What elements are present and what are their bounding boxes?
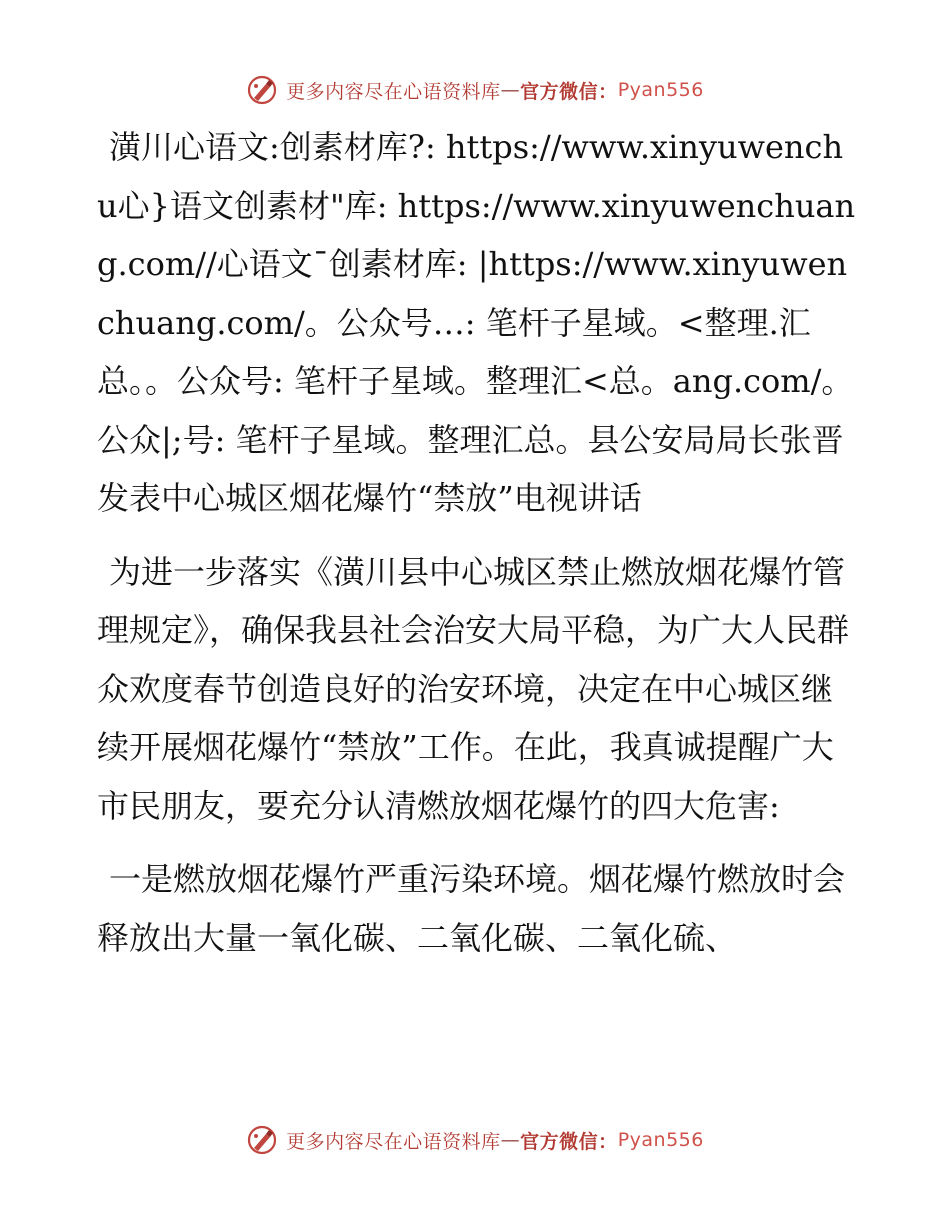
banner-separator: — (500, 79, 521, 101)
paragraph-purpose: 为进一步落实《潢川县中心城区禁止燃放烟花爆竹管理规定》，确保我县社会治安大局平稳，为广大人民群众欢度春节创造良好的治安环境，决定在中心城区继续开展烟花爆竹“禁放”工作。在此，我真诚提醒广大市民朋友，要充分认清燃放烟花爆竹的四大危害: (97, 552, 850, 825)
banner-wechat-id: Pyan556 (617, 79, 704, 101)
pen-logo-icon (246, 1124, 278, 1156)
paragraph-hazard-one: 一是燃放烟花爆竹严重污染环境。烟花爆竹燃放时会释放出大量一氧化碳、二氧化碳、二氧化硫、 (97, 860, 846, 957)
document-body (97, 118, 857, 982)
footer-watermark-banner (0, 1120, 950, 1160)
banner-text: 更多内容尽在心语资料库 (286, 1130, 501, 1153)
paragraph-intro: 潢川心语文:创素材库?: https://www.xinyuwenchu心}语文创素材"库: https://www.xinyuwenchuang.com//心语文¯创素材库: |https://www.xinyuwenchuang.com/。公众号…: 笔杆子星域。<整理.汇总。。公众号: 笔杆子星域。整理汇<总。ang.com/。公众|;号: 笔杆子星域。整理汇总。县公安局局长张晋发表中心城区烟花爆竹“禁放”电视讲话 (97, 128, 856, 517)
pen-logo-icon (246, 74, 278, 106)
banner-separator: — (500, 1129, 521, 1151)
banner-wechat-label: 官方微信： (520, 1130, 618, 1153)
banner-text: 更多内容尽在心语资料库 (286, 80, 501, 103)
header-watermark-banner (0, 70, 950, 110)
banner-wechat-label: 官方微信： (520, 80, 618, 103)
banner-wechat-id: Pyan556 (617, 1129, 704, 1151)
